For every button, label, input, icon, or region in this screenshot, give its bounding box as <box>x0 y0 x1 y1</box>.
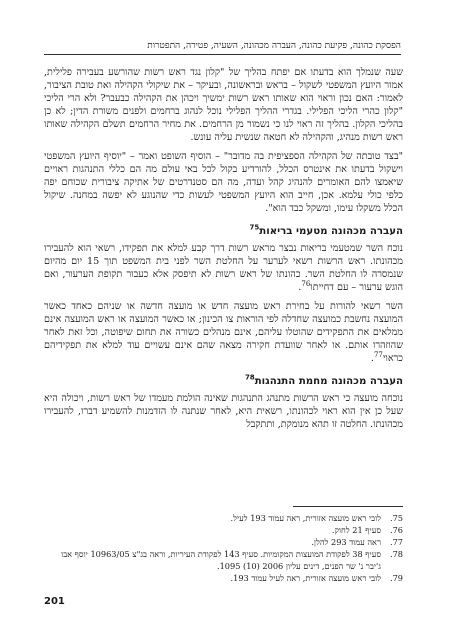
footnote-divider <box>293 506 403 507</box>
paragraph-conduct: נוכחה מועצה כי ראש הרשות מתנהג התנהגות שאינה הולמת מעמדו של ראש רשות, ויכולה היא שעל כן אין הוא ראוי לכהונתו, רשאית היא, לאחר שנתנה לו הזדמנות להשמיע דברו, להעבירו מכהונתו. החלטה זו תהא מנומקת, ותתקבל <box>44 393 403 430</box>
footnote-ref-77: 77 <box>373 350 383 359</box>
footnote-number: 79. <box>389 573 403 583</box>
footnote-78 <box>44 548 403 572</box>
footnote-79 <box>44 572 403 584</box>
section-heading-conduct-text: העברה מכהונה מחמת התנהגות <box>254 376 403 387</box>
paragraph-2: "בצד טובתה של הקהילה הספציפית בה מדובר" – הוסיף השופט ואמר – "יוסיף היועץ המשפטי וישקול בדעתו את אינטרס הכלל, להורדיע בקול לכל באי עולם מה הם כללי התנהגות ראויים שיאמצו להם האומרים להנהיג קהל ועדה, מה הם סטנדרטים של אתיקה ציבורית שכוחם יפה כלפי כולי עלמא. אכן, חייב הוא היועץ המשפטי לעשות כדי שהנוגע לא יפשה במחנה. שיקול הכלל משקלו עימו, ומשקל כבד הוא". <box>44 151 403 214</box>
footnote-text: לובי ראש מועצה אזורית, ראה לעיל עמוד 193. <box>230 573 381 583</box>
section-heading-health <box>44 225 403 238</box>
footnote-text: ראה עמוד 293 להלן. <box>311 537 381 547</box>
paragraph-health-2-text: השר רשאי להורות על בחירת ראש מועצה חדש או מועצה חדשה או שניהם כאחד כאשר המועצה נחשבת כמועצה שחדלה לפי הוראות צו הכינון; או כאשר המועצה או ראש המועצה אינם ממלאים את התפקידים שהוטלו עליהם, אינם מנהלים כשורה את תחום שיפוטה, וכל זאת לאחר שהוזהרו אותם. או לאחר שוועדת חקירה מצאה שהם אינם עשויים עוד למלא את תפקידיהם כראוי <box>44 301 403 364</box>
section-heading-health-text: העברה מכהונה מטעמי בריאות <box>259 226 403 237</box>
paragraph-health-2: השר רשאי להורות על בחירת ראש מועצה חדש או מועצה חדשה או שניהם כאחד כאשר המועצה נחשבת כמועצה שחדלה לפי הוראות צו הכינון; או כאשר המועצה או ראש המועצה אינם ממלאים את התפקידים שהוטלו עליהם, אינם מנהלים כשורה את תחום שיפוטה, וכל זאת לאחר שהוזהרו אותם. או לאחר שוועדת חקירה מצאה שהם אינם עשויים עוד למלא את תפקידיהם כראוי$^{77}$. <box>44 301 403 364</box>
footnote-text: סעיף 38 לפקודת המועצות המקומיות. סעיף 143 לפקודת העיריות, וראה בג"צ 10963/05 יוסף אבו ג'יבר נ' שר הפנים, דינים עליון 2006 (10) 1095. <box>61 549 381 571</box>
section-heading-conduct <box>44 375 403 388</box>
footnote-ref-76: 76 <box>301 279 311 288</box>
footnote-number: 76. <box>389 525 403 535</box>
page-body <box>44 66 403 437</box>
footnote-number: 77. <box>389 537 403 547</box>
paragraph-health-1: נוכח השר שמטעמי בריאות נבצר מראש רשות דרך קבע למלא את תפקידו, רשאי הוא להעבירו מכהונתו. ראש הרשות רשאי לערער על החלטת השר לפני בית המשפט תוך 15 יום מהיום שנמסרה לו החלטת השר. כהונתו של ראש רשות לא תיפסק אלא כעבור תקופת הערעור, ואם הוגש ערעור – עם דחייתו$^{76}$. <box>44 243 403 293</box>
footnote-76 <box>44 524 403 536</box>
footnote-number: 78. <box>389 549 403 559</box>
footnote-text: לובי ראש מועצה אזורית, ראה עמוד 193 לעיל. <box>230 513 381 523</box>
page-number: 201 <box>44 596 65 607</box>
footnote-text: סעיף 21 לחוק. <box>331 525 381 535</box>
paragraph-health-1-text: נוכח השר שמטעמי בריאות נבצר מראש רשות דרך קבע למלא את תפקידו, רשאי הוא להעבירו מכהונתו. ראש הרשות רשאי לערער על החלטת השר לפני בית המשפט תוך 15 יום מהיום שנמסרה לו החלטת השר. כהונתו של ראש רשות לא תיפסק אלא כעבור תקופת הערעור, ואם הוגש ערעור – עם דחייתו <box>44 243 403 293</box>
footnote-ref-75: 75 <box>249 223 260 232</box>
footnote-number: 75. <box>389 513 403 523</box>
paragraph-1: שעה שנמלך הוא בדעתו אם יפתח בהליך של "קלון נגד ראש רשות שהורשע בעבירה פלילית, אמור היועץ המשפטי לשקול – בראש ובראשונה, ובעיקר – את שיקולי הקהילה ואת טובת הציבור, לאמור: האם נכון וראוי הוא שאותו ראש רשות ימשיך ויכהן את הקהילה כבעבר? ולא הרי הליכי "קלון כהרי הליכי הפלילי. בגדרי ההליך הפלילי נוכל לנהוג ברחמים ולפנים משורת הדין; לא כן בהליכי הקלון. בהליך זה ראוי לנו כי נשמור מן הרחמים. את מחיר הרחמים תשלם הקהילה שאותו ראש רשות מנהיג, והקהילה לא חטאה שנשית עליה עונש. <box>44 67 403 143</box>
footnote-77 <box>44 536 403 548</box>
footnote-75 <box>44 512 403 524</box>
running-header: הפסקת כהונה, פקיעת כהונה, העברה מכהונה, השעיה, פטירה, התפטרות <box>44 40 401 55</box>
footnotes <box>44 512 403 584</box>
footnote-ref-78: 78 <box>244 373 255 382</box>
